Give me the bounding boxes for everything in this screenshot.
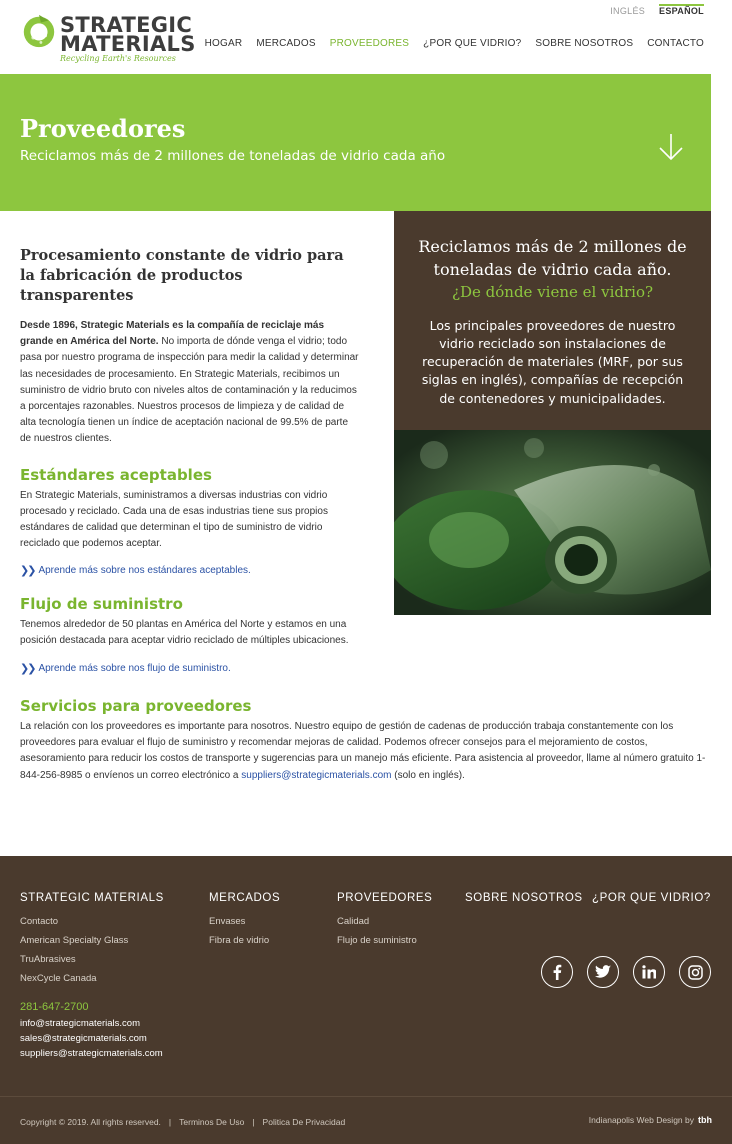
footer-heading-markets[interactable]: MERCADOS — [209, 892, 281, 904]
copyright-text: Copyright © 2019. All rights reserved. — [20, 1117, 161, 1127]
logo-line1: STRATEGIC — [60, 13, 193, 37]
hero-banner — [0, 74, 711, 211]
legal-separator: | — [252, 1117, 255, 1127]
footer-link-contact[interactable]: Contacto — [20, 916, 59, 927]
design-credit[interactable] — [589, 1115, 712, 1125]
footer-link-containers[interactable]: Envases — [209, 916, 246, 927]
services-heading: Servicios para proveedores — [20, 697, 252, 715]
supply-heading: Flujo de suministro — [20, 595, 183, 614]
footer-email-sales[interactable]: sales@strategicmaterials.com — [20, 1033, 147, 1044]
nav-about[interactable]: SOBRE NOSOTROS — [535, 38, 634, 49]
recycle-logo-icon — [20, 12, 58, 50]
double-chevron-right-icon: ❯❯ — [20, 565, 35, 578]
footer-legal — [20, 1117, 345, 1127]
footer-heading-company[interactable]: STRATEGIC MATERIALS — [20, 892, 164, 904]
hero-subtitle: Reciclamos más de 2 millones de toneladas de vidrio cada año — [20, 148, 446, 164]
double-chevron-right-icon: ❯❯ — [20, 662, 35, 675]
intro-bold: Desde 1896, Strategic Materials es la compañía de reciclaje más grande en América del Norte. — [20, 320, 325, 348]
privacy-link[interactable]: Politica De Privacidad — [262, 1117, 346, 1127]
nav-why-glass[interactable]: ¿POR QUE VIDRIO? — [423, 38, 522, 49]
glass-bottles-photo — [394, 430, 711, 615]
footer-link-nexcycle[interactable]: NexCycle Canada — [20, 973, 97, 984]
facebook-icon[interactable] — [541, 956, 573, 988]
footer-heading-suppliers[interactable]: PROVEEDORES — [337, 892, 433, 904]
main-content — [20, 246, 360, 675]
language-switcher — [610, 6, 704, 16]
credit-text: Indianapolis Web Design by — [588, 1115, 694, 1125]
supply-paragraph: Tenemos alrededor de 50 plantas en América del Norte y estamos en una posición destacada para aceptar vidrio reciclado de múltiples ubicaciones. — [20, 619, 349, 647]
bottle-illustration — [394, 430, 711, 615]
nav-home[interactable]: HOGAR — [204, 38, 243, 49]
twitter-icon[interactable] — [587, 956, 619, 988]
footer-bottom-bar — [0, 1096, 732, 1144]
site-footer — [0, 856, 732, 1144]
footer-link-supply-flow[interactable]: Flujo de suministro — [337, 935, 417, 946]
services-text: La relación con los proveedores es importante para nosotros. Nuestro equipo de gestión de cadenas de producción trabaja constantemente con los proveedores para evaluar el flujo de suministro y recomendar mejoras de calidad. Podemos ofrecer consejos para el mejoramiento de costos, asesoramiento para reducir los costos de transporte y sugerencias para un manejo más eficiente. Para asistencia al proveedor, llame al número gratuito 1-844-256-8985 o envíenos un correo electrónico a — [20, 721, 706, 781]
logo-line2: MATERIALS — [60, 32, 196, 56]
footer-col-about — [465, 892, 583, 916]
lang-spanish[interactable]: ESPAÑOL — [659, 6, 704, 16]
callout-heading: Reciclamos más de 2 millones de toneladas de vidrio cada año. — [418, 237, 687, 280]
site-header — [0, 0, 732, 74]
linkedin-icon[interactable] — [633, 956, 665, 988]
callout-question: ¿De dónde viene el vidrio? — [451, 283, 654, 301]
social-links — [541, 956, 711, 988]
instagram-icon[interactable] — [679, 956, 711, 988]
services-section — [20, 697, 710, 784]
standards-paragraph: En Strategic Materials, suministramos a diversas industrias con vidrio procesado y reciclado. Cada una de esas industrias tiene sus propios estándares de calidad que determinan el tipo de suministro de vidrio reciclado que podemos aceptar. — [20, 489, 328, 550]
nav-suppliers[interactable]: PROVEEDORES — [329, 38, 410, 49]
footer-heading-why-glass[interactable]: ¿POR QUE VIDRIO? — [592, 892, 711, 904]
arrow-down-icon[interactable] — [657, 132, 685, 162]
sidebar-callout — [394, 211, 711, 430]
footer-link-asg[interactable]: American Specialty Glass — [20, 935, 129, 946]
site-logo[interactable] — [20, 10, 196, 64]
callout-text: Los principales proveedores de nuestro vidrio reciclado son instalaciones de recuperación de materiales (MRF, por sus siglas en inglés), compañías de recepción de contenedores y municipalidades. — [421, 318, 684, 406]
footer-link-quality[interactable]: Calidad — [337, 916, 370, 927]
footer-emails — [20, 1018, 163, 1063]
footer-heading-about[interactable]: SOBRE NOSOTROS — [465, 892, 583, 904]
agency-logo-icon: tbh — [698, 1115, 712, 1125]
nav-contact[interactable]: CONTACTO — [647, 38, 704, 49]
section-heading: Procesamiento constante de vidrio para la fabricación de productos transparentes — [20, 247, 344, 304]
suppliers-email-link[interactable]: suppliers@strategicmaterials.com — [241, 769, 392, 781]
terms-link[interactable]: Terminos De Uso — [179, 1117, 245, 1127]
intro-rest: No importa de dónde venga el vidrio; todo pasa por nuestro programa de inspección para medir la calidad y determinar las necesidades de procesamiento. En Strategic Materials, recibimos un suministro de vidrio bruto con niveles altos de contaminación y la reducimos a porcentajes razonables. Nuestros procesos de limpieza y de calidad de alta tecnología tienen un índice de aceptación nacional de 99.5% de parte de nuestros clientes. — [20, 336, 359, 445]
main-nav — [205, 38, 704, 49]
footer-col-company — [20, 892, 164, 992]
footer-email-suppliers[interactable]: suppliers@strategicmaterials.com — [20, 1048, 163, 1059]
standards-heading: Estándares aceptables — [20, 465, 212, 484]
standards-link[interactable] — [20, 564, 360, 577]
footer-col-why-glass — [592, 892, 711, 916]
footer-link-truabrasives[interactable]: TruAbrasives — [20, 954, 76, 965]
legal-separator: | — [168, 1117, 172, 1127]
supply-link-label: Aprende más sobre nos flujo de suministro. — [38, 662, 231, 674]
footer-link-fiberglass[interactable]: Fibra de vidrio — [209, 935, 270, 946]
standards-link-label: Aprende más sobre nos estándares aceptables. — [38, 565, 251, 577]
services-paragraph — [20, 719, 710, 784]
page-title: Proveedores — [20, 114, 186, 143]
footer-col-suppliers — [337, 892, 432, 954]
intro-paragraph — [20, 318, 360, 448]
footer-phone[interactable]: 281-647-2700 — [20, 1001, 89, 1013]
services-tail: (solo en inglés). — [391, 769, 465, 781]
lang-english[interactable]: INGLÉS — [610, 6, 646, 16]
supply-link[interactable] — [20, 662, 360, 675]
nav-markets[interactable]: MERCADOS — [256, 38, 316, 49]
footer-email-info[interactable]: info@strategicmaterials.com — [20, 1018, 140, 1029]
logo-tagline: Recycling Earth's Resources — [60, 54, 176, 63]
footer-col-markets — [209, 892, 280, 954]
